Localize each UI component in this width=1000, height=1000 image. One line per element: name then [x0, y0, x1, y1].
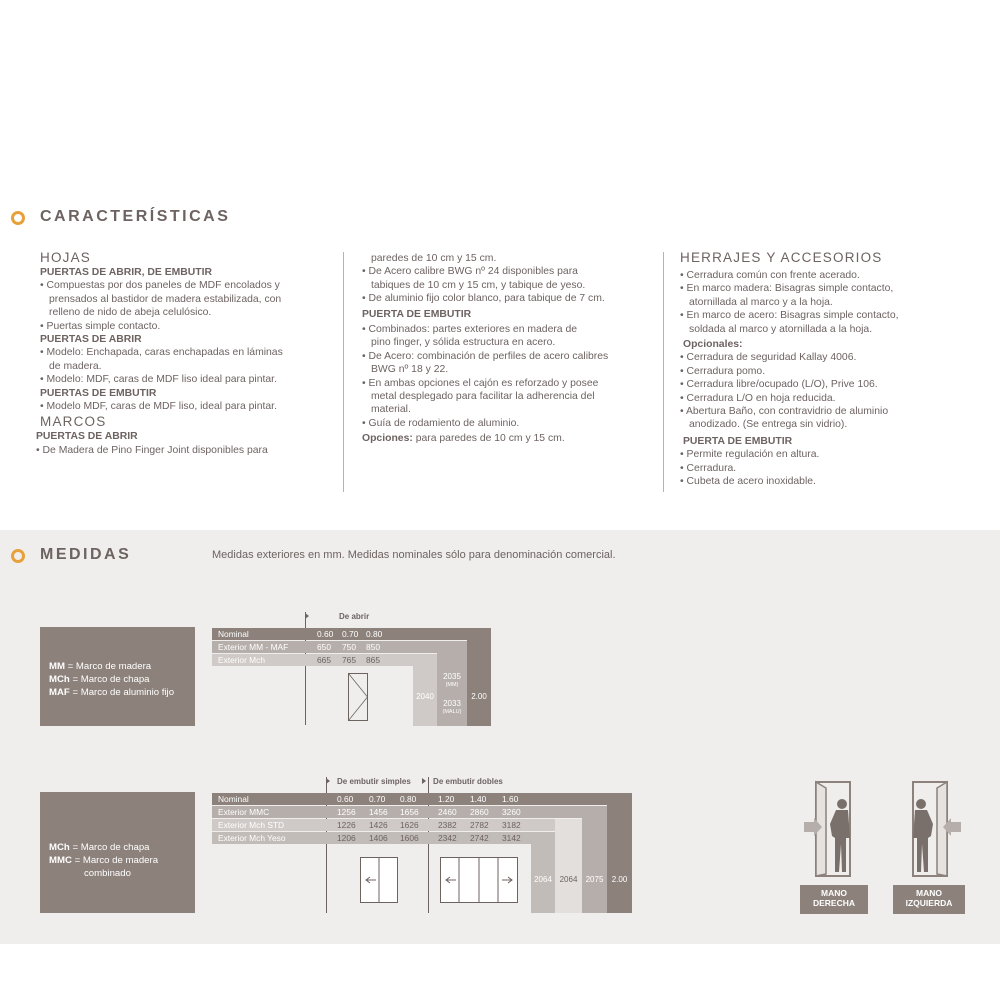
column-marcos-cont [362, 252, 652, 446]
column-divider [663, 252, 664, 492]
legend-line: MCh = Marco de chapa [49, 674, 150, 685]
subheading: PUERTAS DE ABRIR [40, 334, 142, 346]
subheading: Opcionales: [683, 339, 743, 351]
legend-line: MM = Marco de madera [49, 661, 152, 672]
mano-derecha-illustration [800, 778, 870, 878]
list-item: • Compuestas por dos paneles de MDF encolados y [40, 279, 340, 292]
table2-col-2064a [531, 832, 555, 913]
list-item: • En marco madera: Bisagras simple contacto, [680, 282, 980, 295]
door-swing-icon [348, 673, 368, 721]
subheading: PUERTAS DE EMBUTIR [40, 387, 157, 399]
height-label: 2.00 [611, 875, 628, 884]
table2-col-2064b [555, 819, 582, 913]
list-item-cont: paredes de 10 cm y 15 cm. [371, 253, 497, 264]
list-item: • En marco de acero: Bisagras simple contacto, [680, 309, 980, 322]
table1-header: De abrir [305, 612, 369, 621]
list-item: • Abertura Baño, con contravidrio de aluminio [680, 405, 980, 418]
height-label-2033: 2033 (MALU) [442, 699, 462, 715]
list-item: • Permite regulación en altura. [680, 448, 980, 461]
legend-box-embutir [40, 792, 195, 913]
list-item-cont: tabiques de 10 cm y 15 cm, y tabique de yeso. [371, 279, 586, 291]
height-label: 2064 [534, 875, 552, 884]
arrow-right-icon [422, 778, 426, 784]
list-item: • Puertas simple contacto. [40, 320, 340, 333]
list-item-cont: atornillada al marco y a la hoja. [689, 296, 833, 308]
list-item-cont: prensados al bastidor de madera estabilizada, con [49, 293, 282, 305]
section-bullet-icon [11, 549, 25, 563]
list-item: • Cerradura común con frente acerado. [680, 269, 980, 282]
opciones-label: Opciones: [362, 433, 413, 445]
legend-line: MMC = Marco de madera [49, 855, 159, 866]
list-item-cont: anodizado. (Se entrega sin vidrio). [689, 419, 848, 431]
list-item: • Cerradura. [680, 462, 980, 475]
legend-line: MCh = Marco de chapa [49, 842, 150, 853]
table2-header: De embutir simples De embutir dobles [326, 777, 503, 786]
list-item: • De Acero: combinación de perfiles de acero calibres [362, 350, 652, 363]
opciones-text: para paredes de 10 cm y 15 cm. [412, 433, 565, 445]
height-label: 2075 [585, 875, 604, 884]
sliding-door-double-icon [440, 857, 518, 903]
section-title-caracteristicas: CARACTERÍSTICAS [40, 208, 231, 225]
list-item: • Cerradura L/O en hoja reducida. [680, 392, 980, 405]
list-item: • En ambas opciones el cajón es reforzado y posee [362, 377, 652, 390]
opciones-line [362, 432, 652, 445]
list-item-cont: soldada al marco y atornillada a la hoja. [689, 323, 873, 335]
herrajes-heading: HERRAJES Y ACCESORIOS [680, 250, 883, 265]
list-item: • De Madera de Pino Finger Joint disponibles para [36, 444, 340, 457]
mano-izquierda-illustration [895, 778, 965, 878]
height-label-200: 2.00 [471, 692, 487, 701]
subheading: PUERTA DE EMBUTIR [683, 435, 793, 447]
list-item-cont: material. [371, 404, 411, 416]
column-divider [343, 252, 344, 492]
subheading: PUERTAS DE ABRIR [36, 431, 138, 443]
table2-col-2075 [582, 806, 607, 913]
list-item: • Cerradura de seguridad Kallay 4006. [680, 351, 980, 364]
list-item-cont: pino finger, y sólida estructura en acero. [371, 337, 556, 349]
marcos-heading: MARCOS [40, 414, 107, 430]
height-label-2035: 2035 (MM) [443, 672, 461, 688]
legend-box-abrir [40, 627, 195, 726]
legend-line: combinado [84, 868, 131, 879]
mano-derecha-label: MANO DERECHA [800, 885, 868, 914]
list-item: • Modelo MDF, caras de MDF liso, ideal para pintar. [40, 400, 340, 413]
height-label: 2064 [559, 875, 578, 884]
hojas-heading: HOJAS [40, 250, 92, 265]
table1-col-2040 [413, 654, 437, 726]
list-item-cont: de madera. [49, 360, 102, 372]
list-item: • Cerradura pomo. [680, 365, 980, 378]
list-item: • De Acero calibre BWG nº 24 disponibles para [362, 265, 652, 278]
medidas-subtitle: Medidas exteriores en mm. Medidas nominales sólo para denominación comercial. [212, 549, 616, 561]
table2-col-200 [607, 793, 632, 913]
mano-izquierda-label: MANO IZQUIERDA [893, 885, 965, 914]
sliding-door-single-icon [360, 857, 398, 903]
list-item: • Modelo: MDF, caras de MDF liso ideal para pintar. [40, 373, 340, 386]
list-item: • Combinados: partes exteriores en madera de [362, 323, 652, 336]
list-item-cont: metal desplegado para facilitar la adherencia del [371, 391, 595, 403]
list-item-cont: BWG nº 18 y 22. [371, 364, 449, 376]
list-item: • Cerradura libre/ocupado (L/O), Prive 106. [680, 378, 980, 391]
height-label-2040: 2040 [416, 692, 434, 701]
table1-col-200 [467, 628, 491, 726]
list-item: • Cubeta de acero inoxidable. [680, 475, 980, 488]
section-bullet-icon [11, 211, 25, 225]
legend-line: MAF = Marco de aluminio fijo [49, 687, 175, 698]
table2-bg-row1 [212, 793, 632, 805]
column-hojas [36, 248, 340, 457]
subheading: PUERTAS DE ABRIR, DE EMBUTIR [40, 267, 213, 278]
column-herrajes [680, 248, 980, 489]
section-title-medidas: MEDIDAS [40, 546, 132, 563]
list-item: • De aluminio fijo color blanco, para tabique de 7 cm. [362, 292, 652, 305]
list-item: • Guía de rodamiento de aluminio. [362, 417, 652, 430]
subheading: PUERTA DE EMBUTIR [362, 308, 472, 320]
list-item-cont: relleno de nido de abeja celulósico. [49, 307, 212, 319]
list-item: • Modelo: Enchapada, caras enchapadas en láminas [40, 346, 340, 359]
